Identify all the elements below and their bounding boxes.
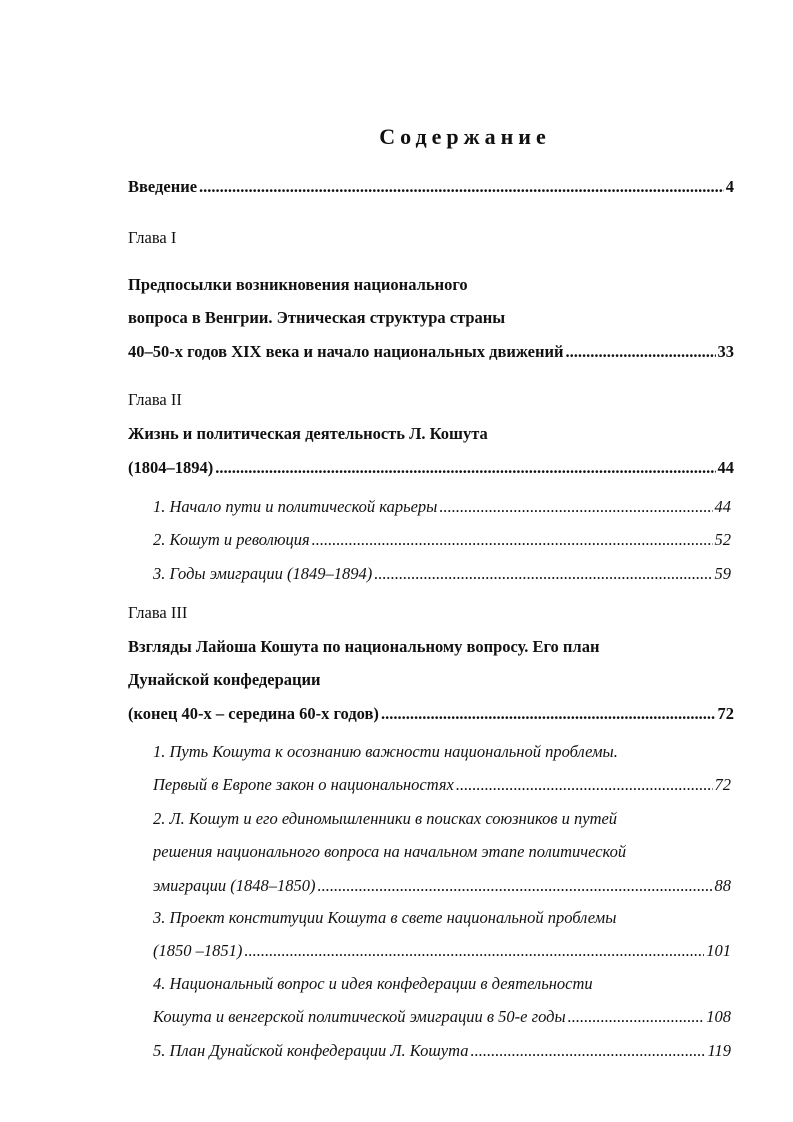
leader-dots	[312, 529, 713, 551]
page-number: 101	[706, 941, 731, 960]
page-number: 72	[717, 704, 734, 723]
leader-dots	[215, 457, 715, 479]
toc-entry-chapter-1	[128, 341, 734, 363]
chapter-1-title-line-1: Предпосылки возникновения национального	[128, 275, 468, 294]
page-number: 108	[706, 1007, 731, 1026]
page-number: 52	[714, 530, 731, 549]
toc-entry-2-3	[153, 563, 731, 585]
chapter-2-label: Глава II	[128, 390, 182, 409]
entry-text: Введение	[128, 177, 198, 196]
entry-text: Кошута и венгерской политической эмиграции в 50-е годы	[153, 1007, 566, 1026]
page-number: 33	[717, 342, 734, 361]
chapter-2-title-line-1: Жизнь и политическая деятельность Л. Кошута	[128, 424, 488, 443]
entry-text: Первый в Европе закон о национальностях	[153, 775, 454, 794]
chapter-3-title-line-2: Дунайской конфедерации	[128, 670, 321, 689]
toc-entry-3-4-line-1: 4. Национальный вопрос и идея конфедерации в деятельности	[153, 974, 593, 993]
toc-entry-3-3-line-1: 3. Проект конституции Кошута в свете национальной проблемы	[153, 908, 617, 927]
toc-entry-3-1-line-1: 1. Путь Кошута к осознанию важности национальной проблемы.	[153, 742, 618, 761]
page-number: 44	[717, 458, 734, 477]
toc-entry-chapter-2	[128, 457, 734, 479]
toc-entry-introduction	[128, 176, 734, 198]
page-number: 59	[714, 564, 731, 583]
toc-entry-2-1	[153, 496, 731, 518]
toc-entry-3-2-line-1: 2. Л. Кошут и его единомышленники в поисках союзников и путей	[153, 809, 618, 828]
page-number: 72	[714, 775, 731, 794]
entry-text: 3. Годы эмиграции (1849–1894)	[153, 564, 373, 583]
leader-dots	[568, 1006, 705, 1028]
leader-dots	[456, 774, 713, 796]
entry-text: (1850 –1851)	[153, 941, 243, 960]
toc-entry-3-1	[153, 774, 731, 796]
leader-dots	[566, 341, 716, 363]
entry-text: эмиграции (1848–1850)	[153, 876, 316, 895]
toc-entry-chapter-3	[128, 703, 734, 725]
toc-entry-3-2	[153, 875, 731, 897]
entry-text: 5. План Дунайской конфедерации Л. Кошута	[153, 1041, 469, 1060]
leader-dots	[374, 563, 712, 585]
toc-entry-3-5	[153, 1040, 731, 1062]
entry-text: 1. Начало пути и политической карьеры	[153, 497, 438, 516]
entry-text: (конец 40-х – середина 60-х годов)	[128, 704, 379, 723]
page-number: 44	[714, 497, 731, 516]
page-number: 4	[725, 177, 734, 196]
page-number: 119	[707, 1041, 731, 1060]
chapter-1-title-line-2: вопроса в Венгрии. Этническая структура страны	[128, 308, 506, 327]
chapter-3-title-line-1: Взгляды Лайоша Кошута по национальному вопросу. Его план	[128, 637, 600, 656]
toc-entry-3-4	[153, 1006, 731, 1028]
toc-entry-3-2-line-2: решения национального вопроса на начальном этапе политической	[153, 842, 627, 861]
entry-text: 2. Кошут и революция	[153, 530, 310, 549]
leader-dots	[317, 875, 712, 897]
entry-text: (1804–1894)	[128, 458, 214, 477]
entry-text: 40–50-х годов XIX века и начало национальных движений	[128, 342, 564, 361]
chapter-3-label: Глава III	[128, 603, 188, 622]
leader-dots	[199, 176, 724, 198]
page-title: Содержание	[379, 124, 551, 149]
page-number: 88	[714, 876, 731, 895]
leader-dots	[381, 703, 716, 725]
chapter-1-label: Глава I	[128, 228, 177, 247]
leader-dots	[244, 940, 704, 962]
toc-entry-3-3	[153, 940, 731, 962]
leader-dots	[470, 1040, 705, 1062]
leader-dots	[439, 496, 712, 518]
toc-entry-2-2	[153, 529, 731, 551]
